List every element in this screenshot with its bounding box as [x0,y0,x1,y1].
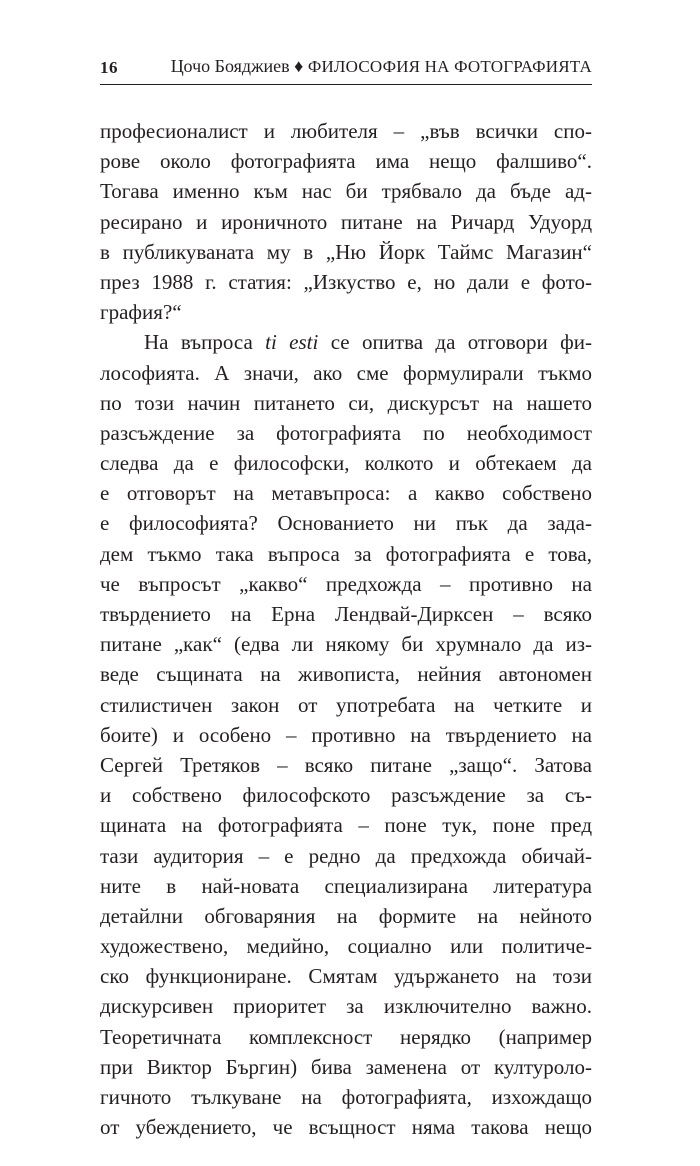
text-line: е отговорът на метавъпроса: а какво собствено [100,481,592,506]
text-line: през 1988 г. статия: „Изкуство е, но дали е фото- [100,269,592,294]
text-line: е философията? Основанието ни пък да зада- [100,511,592,536]
running-header [100,50,592,80]
text-line: Сергей Третяков – всяко питане „защо“. Затова [100,752,592,777]
author-name: Цочо Бояджиев [170,56,290,76]
body-text [100,116,592,1142]
text-line: при Виктор Бъргин) бива заменена от културоло- [100,1054,592,1079]
text-line: лософията. А значи, ако сме формулирали тъкмо [100,360,592,385]
text-line: ско функциониране. Смятам удържането на този [100,964,592,989]
diamond-separator-icon: ♦ [294,56,304,76]
text-line: ните в най-новата специализирана литература [100,873,592,898]
text-line: ресирано и ироничното питане на Ричард Удуорд [100,209,592,234]
text-line: професионалист и любителя – „във всички спо- [100,119,592,143]
text-run: На въпроса [144,330,266,355]
text-line: разсъждение за фотографията по необходимост [100,420,592,445]
text-line: че въпросът „какво“ предхожда – противно на [100,571,592,596]
text-line: от убеждението, че всъщност няма такова нещо [100,1115,592,1140]
text-line: Тогава именно към нас би трябвало да бъде ад- [100,179,592,204]
text-line: следва да е философски, колкото и обтекаем да [100,451,592,476]
text-line: боите) и особено – противно на твърдението на [100,722,592,747]
text-line: питане „как“ (едва ли някому би хрумнало да из- [100,632,592,657]
text-line: детайлни обговаряния на формите на нейното [100,903,592,928]
text-line: стилистичен закон от употребата на четките и [100,692,592,717]
text-line: дем тъкмо така въпроса за фотографията е това, [100,541,592,566]
text-line: Теоретичната комплексност нерядко (например [100,1024,592,1049]
text-run: се опитва да отговори фи- [318,330,592,355]
text-line: рове около фотографията има нещо фалшиво“. [100,149,592,174]
text-line: дискурсивен приоритет за изключително важно. [100,994,592,1019]
text-line: щината на фотографията – поне тук, поне пред [100,813,592,838]
text-line: гичното тълкуване на фотографията, изхождащо [100,1085,592,1109]
text-line: в публикуваната му в „Ню Йорк Таймс Магазин“ [100,239,592,264]
page-number: 16 [100,58,118,77]
text-line: и собствено философското разсъждение за съ- [100,783,592,808]
running-head [171,56,592,77]
paragraph-end-line: графия?“ [100,300,182,325]
text-line: художествено, медийно, социално или политиче- [100,934,592,959]
header-rule [100,84,592,85]
text-line: твърдението на Ерна Лендвай-Дирксен – всяко [100,602,592,626]
text-line: по този начин питането си, дискурсът на нашето [100,390,592,415]
text-line: тази аудитория – е редно да предхожда обичай- [100,843,592,868]
book-title: ФИЛОСОФИЯ НА ФОТОГРАФИЯТА [307,57,592,76]
paragraph-start-line [100,327,592,357]
italic-term: ti esti [265,330,319,355]
text-line: веде същината на живописта, нейния автономен [100,662,592,687]
